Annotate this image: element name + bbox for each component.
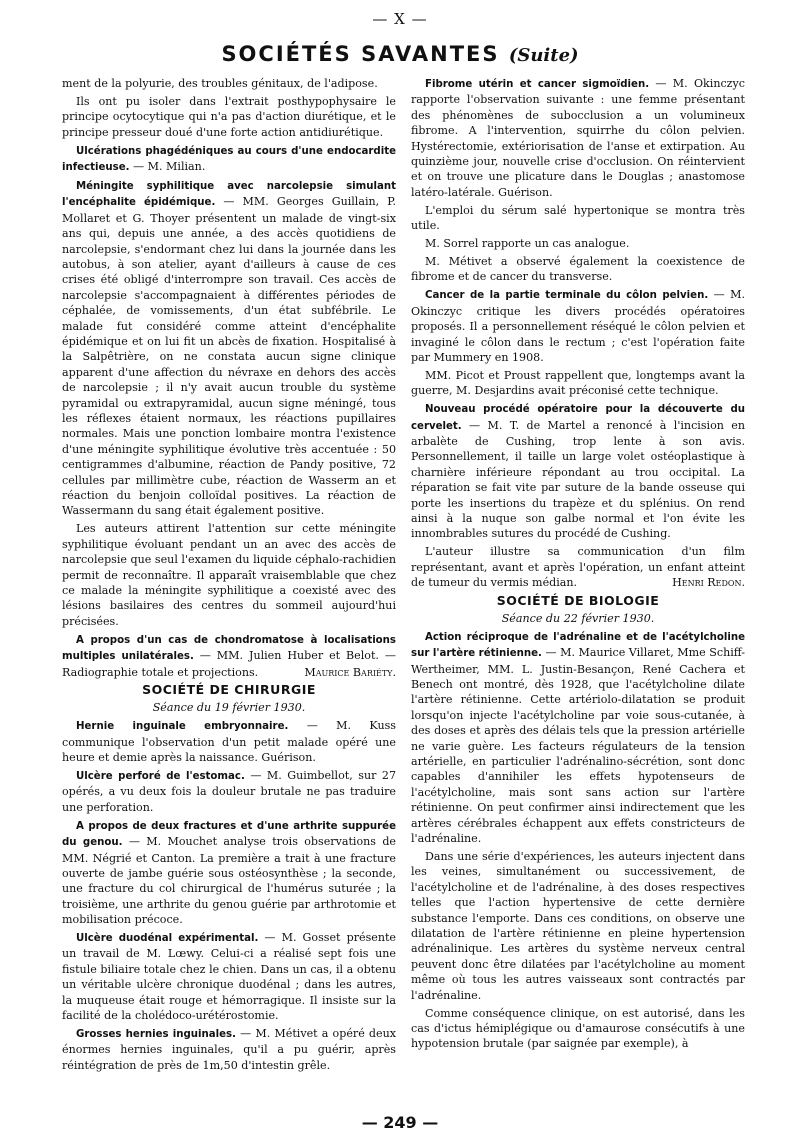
seance-date: Séance du 22 février 1930.	[501, 611, 655, 625]
article-hernie	[62, 718, 396, 765]
article-title: Méningite syphilitique avec narcolepsie simulant l'encéphalite épidémique.	[62, 180, 396, 209]
article-body: — MM. Julien Huber et Belot. — Radiographie totale et projections.	[62, 649, 396, 679]
article-body: — M. Mouchet analyse trois observations de MM. Négrié et Canton. La première a trait à une fracture ouverte de jambe guérie sous ostéosynthèse ; la seconde, une fracture du col chirurgical de l'humérus suturée ; la troisième, une arthrite du genou guérie par arthrotomie et mobilisation précoce.	[62, 835, 396, 927]
article-title: Ulcère perforé de l'estomac.	[76, 770, 245, 782]
article-body: — M. T. de Martel a renoncé à l'incision en arbalète de Cushing, trop lente à son avis. Personnellement, il taille un large volet ostéoplastique à charnière inférieure répondant au trou occipital. La réparation se fait vite par suture de la bande osseuse qui porte les insertions du trapèze et du splénius. On rend ainsi à la nuque son galbe normal et l'on évite les innombrables sutures du procédé de Cushing.	[411, 418, 745, 541]
paragraph: Les auteurs attirent l'attention sur cette méningite syphilitique évoluant pendant un an avec des accès de narcolepsie que seul l'examen du liquide céphalo-rachidien permit de reconnaître. Il apparaît vraisemblable que chez ce malade la méningite syphilitique a coexisté avec des lésions basilaires des centres du sommeil aujourd'hui précisées.	[62, 522, 396, 628]
paragraph: MM. Picot et Proust rappellent que, longtemps avant la guerre, M. Desjardins avait préconisé cette technique.	[411, 368, 745, 398]
running-title	[0, 42, 800, 66]
section-heading-chirurgie: SOCIÉTÉ DE CHIRURGIE	[142, 682, 316, 698]
paragraph-film	[411, 544, 745, 590]
article-body: — M. Maurice Villaret, Mme Schiff-Wertheimer, MM. L. Justin-Besançon, René Cachera et Benech ont montré, dès 1928, que l'acétylcholine dilate l'artère rétinienne. Cette artériolo-dilatation se produit lorsqu'on injecte l'acétylcholine par voie sous-cutanée, à des doses et après des délais tels que la pression artérielle ne varie guère. Les facteurs régulateurs de la tension artérielle, en particulier l'adrénalino-sécrétion, sont donc capables d'annihiler les effets hypotenseurs de l'acétylcholine, mais sont sans action sur l'artère rétinienne. On peut confirmer ainsi indirectement que les artères cérébrales échappent aux effets constricteurs de l'adrénaline.	[411, 646, 746, 846]
article-body: — M. Guimbellot, sur 27 opérés, a vu deux fois la douleur brutale ne pas traduire une perforation.	[62, 768, 397, 814]
seance-date: Séance du 19 février 1930.	[152, 701, 306, 715]
article-title: Cancer de la partie terminale du côlon pelvien.	[425, 290, 709, 302]
article-fibrome	[411, 76, 745, 200]
article-chondromatose	[62, 632, 396, 680]
article-grosses-hernies	[62, 1026, 396, 1073]
left-column	[62, 76, 396, 1076]
article-body: — M. Kuss communique l'observation d'un petit malade opéré une heure et demie après la naissance. Guérison.	[62, 719, 396, 765]
article-body: — M. Milian.	[129, 160, 206, 174]
article-body: — M. Métivet a opéré deux énormes hernies inguinales, qu'il a pu guérir, après réintégration de près de 1m,50 d'intestin grêle.	[62, 1026, 396, 1072]
article-duodenal	[62, 930, 396, 1023]
running-title-text: SOCIÉTÉS SAVANTES	[221, 42, 500, 66]
author-signature: Maurice Bariéty.	[304, 665, 396, 679]
article-fractures	[62, 818, 396, 928]
article-body: — M. Okinczyc critique les divers procédés opératoires proposés. Il a personnellement réséqué le côlon pelvien et invaginé le côlon dans le rectum ; c'est l'opération faite par Mummery en 1908.	[411, 288, 745, 364]
paragraph: Comme conséquence clinique, on est autorisé, dans les cas d'ictus hémiplégique ou d'amaurose consécutifs à une hypotension brutale (par saignée par exemple), à	[411, 1006, 745, 1051]
paragraph: Dans une série d'expériences, les auteurs injectent dans les veines, simultanément ou successivement, de l'acétylcholine et de l'adrénaline, à des doses respectives telles que l'action hypertensive de cette dernière substance l'emporte. Dans ces conditions, on observe une dilatation de l'artère rétinienne en pleine hypertension adrénalinique. Les artères du système nerveux central peuvent donc être dilatées par l'acétylcholine au moment même où tous les autres vaisseaux sont contractés par l'adrénaline.	[411, 850, 745, 1002]
paragraph: M. Métivet a observé également la coexistence de fibrome et de cancer du transverse.	[411, 254, 745, 284]
article-title: Nouveau procédé opératoire pour la découverte du cervelet.	[411, 404, 745, 432]
paragraph: ment de la polyurie, des troubles génitaux, de l'adipose.	[62, 77, 378, 90]
article-title: Fibrome utérin et cancer sigmoïdien.	[425, 79, 650, 90]
page-roman-number: — X —	[372, 10, 428, 28]
article-body: — M. Okinczyc rapporte l'observation suivante : une femme présentant des phénomènes de subocclusion a un volumineux fibrome. A l'intervention, squirrhe du côlon pelvien. Hystérectomie, extériorisation de l'anse et extirpation. Au quinzième jour, nouvelle crise d'occlusion. On réintervient et on trouve une plicature dans le Douglas ; anastomose latéro-latérale. Guérison.	[411, 77, 746, 199]
running-title-suite: (Suite)	[508, 45, 579, 66]
author-signature: Henri Redon.	[672, 576, 745, 590]
article-title: Grosses hernies inguinales.	[76, 1028, 236, 1040]
paragraph-text: L'auteur illustre sa communication d'un film représentant, avant et après l'opération, un enfant atteint de tumeur du vermis médian.	[411, 545, 745, 590]
paragraph: L'emploi du sérum salé hypertonique se montra très utile.	[411, 203, 745, 233]
article-body: — M. Gosset présente un travail de M. Lœwy. Celui-ci a réalisé sept fois une fistule biliaire totale chez le chien. Dans un cas, il a obtenu un véritable ulcère chronique duodénal ; dans les autres, la muqueuse était rouge et hémorragique. Il insiste sur la facilité de la cholédoco-urétérostomie.	[62, 931, 396, 1023]
article-ulcere	[62, 768, 396, 815]
paragraph: Ils ont pu isoler dans l'extrait posthypophysaire le principe ocytocytique qui n'a pas d'action diurétique, et le principe presseur doué d'une forte action antidiurétique.	[62, 94, 396, 139]
article-title: Ulcère duodénal expérimental.	[76, 933, 259, 945]
article-title: Hernie inguinale embryonnaire.	[76, 721, 289, 733]
article-meningite	[62, 178, 396, 519]
page-number: — 249 —	[361, 1113, 439, 1132]
article-nouveau-procede	[411, 401, 745, 542]
paragraph: M. Sorrel rapporte un cas analogue.	[425, 237, 630, 251]
article-action-reciproque	[411, 629, 745, 847]
section-heading-biologie: SOCIÉTÉ DE BIOLOGIE	[496, 593, 660, 608]
article-title: Action réciproque de l'adrénaline et de l'acétylcholine sur l'artère rétinienne.	[411, 631, 745, 660]
article-cancer	[411, 287, 745, 365]
article-title: Ulcérations phagédéniques au cours d'une endocardite infectieuse.	[62, 145, 396, 174]
article-ulcerations	[62, 143, 396, 176]
article-title: A propos d'un cas de chondromatose à localisations multiples unilatérales.	[62, 634, 396, 663]
right-column	[411, 76, 745, 1054]
article-body: — MM. Georges Guillain, P. Mollaret et G. Thoyer présentent un malade de vingt-six ans qui, depuis une année, a des accès quotidiens de narcolepsie, s'endormant chez lui dans la journée dans les autobus, à son atelier, ayant d'ailleurs à cause de ces crises été obligé d'interrompre son travail. Ces accès de narcolepsie s'accompagnaient à différentes périodes de céphalée, de vomissements, d'un état subfébrile. Le malade fut considéré comme atteint d'encéphalite épidémique et on lui fit un abcès de fixation. Hospitalisé à la Salpêtrière, on ne constata aucun signe clinique apparent d'une affection du névraxe en dehors des accès de narcolepsie ; il n'y avait aucun trouble du système pyramidal ou extrapyramidal, aucun signe méningé, tous les réflexes étaient normaux, les réactions pupillaires normales. Mais une ponction lombaire montra l'existence d'une méningite syphilitique évolutive très accentuée : 50 centigrammes d'albumine, réaction de Pandy positive, 72 cellules par millimètre cube, réaction de Wasserm an et réaction du benjoin colloïdal positives. La réaction de Wassermann du sang était également positive.	[62, 195, 397, 518]
article-title: A propos de deux fractures et d'une arthrite suppurée du genou.	[62, 820, 396, 849]
